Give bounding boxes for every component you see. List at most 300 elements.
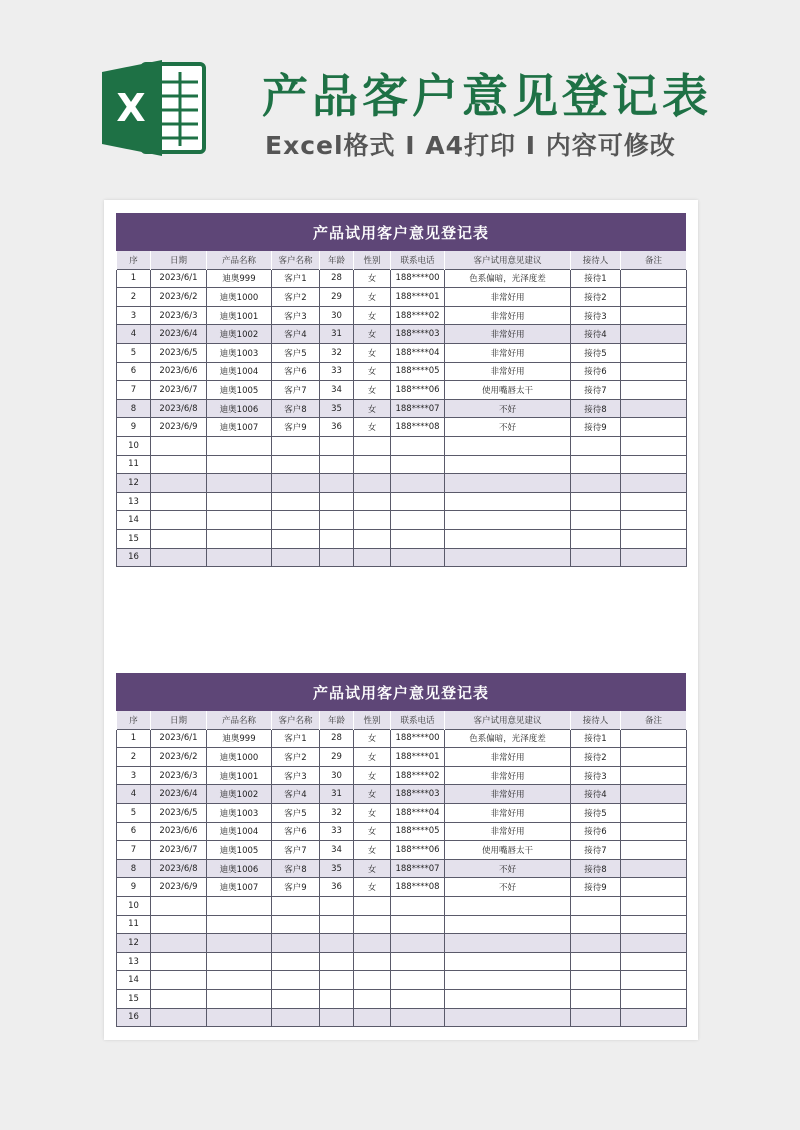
table-cell[interactable] (571, 896, 621, 915)
table-cell[interactable]: 迪奥1000 (207, 288, 272, 307)
table-cell[interactable]: 188****04 (391, 803, 445, 822)
table-cell[interactable] (621, 748, 687, 767)
table-cell[interactable]: 29 (320, 288, 354, 307)
table-cell[interactable]: 不好 (445, 399, 571, 418)
table-cell[interactable]: 客户3 (272, 306, 320, 325)
table-cell[interactable]: 不好 (445, 859, 571, 878)
table-cell[interactable]: 188****06 (391, 841, 445, 860)
table-cell[interactable]: 女 (354, 878, 391, 897)
table-cell[interactable]: 188****00 (391, 729, 445, 748)
table-cell[interactable]: 34 (320, 841, 354, 860)
table-cell[interactable] (621, 841, 687, 860)
table-cell[interactable]: 客户2 (272, 288, 320, 307)
table-cell[interactable]: 非常好用 (445, 822, 571, 841)
table-cell[interactable]: 客户9 (272, 418, 320, 437)
table-cell[interactable] (571, 915, 621, 934)
table-cell[interactable] (391, 436, 445, 455)
table-cell[interactable]: 接待2 (571, 748, 621, 767)
table-cell[interactable]: 11 (117, 915, 151, 934)
table-cell[interactable] (272, 1008, 320, 1027)
table-cell[interactable]: 客户4 (272, 785, 320, 804)
table-cell[interactable]: 4 (117, 325, 151, 344)
table-cell[interactable] (391, 529, 445, 548)
table-cell[interactable] (354, 548, 391, 567)
table-cell[interactable]: 女 (354, 748, 391, 767)
table-cell[interactable] (445, 436, 571, 455)
table-cell[interactable]: 188****04 (391, 343, 445, 362)
table-cell[interactable]: 188****01 (391, 748, 445, 767)
table-cell[interactable]: 非常好用 (445, 325, 571, 344)
table-cell[interactable] (621, 548, 687, 567)
table-cell[interactable]: 2 (117, 748, 151, 767)
table-cell[interactable] (571, 971, 621, 990)
table-cell[interactable]: 33 (320, 822, 354, 841)
table-cell[interactable] (621, 288, 687, 307)
table-cell[interactable]: 30 (320, 766, 354, 785)
table-cell[interactable] (272, 989, 320, 1008)
table-cell[interactable] (621, 896, 687, 915)
table-cell[interactable]: 女 (354, 729, 391, 748)
table-cell[interactable] (391, 989, 445, 1008)
table-cell[interactable] (354, 971, 391, 990)
table-cell[interactable] (151, 1008, 207, 1027)
table-cell[interactable] (354, 436, 391, 455)
table-cell[interactable]: 色系偏暗，光泽度差 (445, 269, 571, 288)
table-cell[interactable]: 接待6 (571, 362, 621, 381)
table-cell[interactable] (207, 436, 272, 455)
table-cell[interactable]: 188****08 (391, 418, 445, 437)
table-cell[interactable] (621, 989, 687, 1008)
table-cell[interactable] (151, 915, 207, 934)
table-cell[interactable] (207, 971, 272, 990)
table-cell[interactable]: 迪奥1001 (207, 766, 272, 785)
table-cell[interactable] (354, 952, 391, 971)
table-cell[interactable] (354, 989, 391, 1008)
table-cell[interactable]: 6 (117, 362, 151, 381)
table-cell[interactable] (445, 455, 571, 474)
table-cell[interactable]: 188****00 (391, 269, 445, 288)
table-cell[interactable] (621, 529, 687, 548)
table-cell[interactable]: 2023/6/1 (151, 269, 207, 288)
table-cell[interactable]: 2023/6/5 (151, 803, 207, 822)
table-cell[interactable] (207, 474, 272, 493)
table-cell[interactable] (272, 915, 320, 934)
table-cell[interactable] (320, 436, 354, 455)
table-cell[interactable] (571, 952, 621, 971)
table-cell[interactable]: 使用嘴唇太干 (445, 381, 571, 400)
table-cell[interactable] (391, 896, 445, 915)
table-cell[interactable] (571, 548, 621, 567)
table-cell[interactable] (207, 915, 272, 934)
table-cell[interactable] (207, 511, 272, 530)
table-cell[interactable] (391, 934, 445, 953)
table-cell[interactable]: 客户9 (272, 878, 320, 897)
table-cell[interactable]: 女 (354, 343, 391, 362)
table-cell[interactable]: 2023/6/6 (151, 822, 207, 841)
table-cell[interactable]: 接待6 (571, 822, 621, 841)
table-cell[interactable] (151, 511, 207, 530)
table-cell[interactable] (151, 455, 207, 474)
table-cell[interactable] (621, 971, 687, 990)
table-cell[interactable]: 36 (320, 418, 354, 437)
table-cell[interactable] (571, 529, 621, 548)
table-cell[interactable]: 女 (354, 766, 391, 785)
table-cell[interactable]: 非常好用 (445, 766, 571, 785)
table-cell[interactable]: 16 (117, 1008, 151, 1027)
table-cell[interactable]: 8 (117, 859, 151, 878)
table-cell[interactable] (621, 915, 687, 934)
table-cell[interactable]: 客户4 (272, 325, 320, 344)
table-cell[interactable]: 迪奥1005 (207, 381, 272, 400)
table-cell[interactable] (621, 729, 687, 748)
table-cell[interactable]: 女 (354, 841, 391, 860)
table-cell[interactable]: 28 (320, 729, 354, 748)
table-cell[interactable] (391, 474, 445, 493)
table-cell[interactable] (151, 436, 207, 455)
table-cell[interactable] (272, 455, 320, 474)
table-cell[interactable] (621, 306, 687, 325)
table-cell[interactable] (445, 548, 571, 567)
table-cell[interactable] (272, 492, 320, 511)
table-cell[interactable]: 188****01 (391, 288, 445, 307)
table-cell[interactable]: 客户1 (272, 729, 320, 748)
table-cell[interactable]: 5 (117, 803, 151, 822)
table-cell[interactable] (354, 511, 391, 530)
table-cell[interactable]: 3 (117, 306, 151, 325)
table-cell[interactable] (621, 399, 687, 418)
table-cell[interactable]: 188****05 (391, 362, 445, 381)
table-cell[interactable]: 非常好用 (445, 785, 571, 804)
table-cell[interactable]: 迪奥1006 (207, 399, 272, 418)
table-cell[interactable]: 2023/6/7 (151, 841, 207, 860)
table-cell[interactable]: 客户1 (272, 269, 320, 288)
table-cell[interactable]: 188****03 (391, 325, 445, 344)
table-cell[interactable]: 8 (117, 399, 151, 418)
table-cell[interactable] (445, 934, 571, 953)
table-cell[interactable]: 女 (354, 399, 391, 418)
table-cell[interactable]: 客户7 (272, 381, 320, 400)
table-cell[interactable]: 迪奥1004 (207, 822, 272, 841)
table-cell[interactable] (151, 952, 207, 971)
table-cell[interactable]: 9 (117, 878, 151, 897)
table-cell[interactable]: 188****08 (391, 878, 445, 897)
table-cell[interactable]: 接待3 (571, 766, 621, 785)
table-cell[interactable] (272, 529, 320, 548)
table-cell[interactable] (320, 474, 354, 493)
table-cell[interactable]: 迪奥1006 (207, 859, 272, 878)
table-cell[interactable] (272, 952, 320, 971)
table-cell[interactable]: 29 (320, 748, 354, 767)
table-cell[interactable]: 接待5 (571, 803, 621, 822)
table-cell[interactable] (445, 474, 571, 493)
table-cell[interactable]: 6 (117, 822, 151, 841)
table-cell[interactable]: 客户5 (272, 343, 320, 362)
table-cell[interactable]: 接待2 (571, 288, 621, 307)
table-cell[interactable]: 188****07 (391, 859, 445, 878)
table-cell[interactable] (445, 952, 571, 971)
table-cell[interactable]: 客户5 (272, 803, 320, 822)
table-cell[interactable]: 35 (320, 859, 354, 878)
table-cell[interactable] (320, 934, 354, 953)
table-cell[interactable]: 188****02 (391, 766, 445, 785)
table-cell[interactable]: 5 (117, 343, 151, 362)
table-cell[interactable] (354, 934, 391, 953)
table-cell[interactable]: 2023/6/1 (151, 729, 207, 748)
table-cell[interactable] (621, 325, 687, 344)
table-cell[interactable]: 接待8 (571, 859, 621, 878)
table-cell[interactable]: 188****02 (391, 306, 445, 325)
table-cell[interactable] (207, 989, 272, 1008)
table-cell[interactable] (621, 878, 687, 897)
table-cell[interactable]: 15 (117, 529, 151, 548)
table-cell[interactable] (445, 971, 571, 990)
table-cell[interactable]: 28 (320, 269, 354, 288)
table-cell[interactable]: 女 (354, 362, 391, 381)
table-cell[interactable]: 女 (354, 306, 391, 325)
table-cell[interactable]: 女 (354, 859, 391, 878)
table-cell[interactable]: 女 (354, 269, 391, 288)
table-cell[interactable]: 女 (354, 822, 391, 841)
table-cell[interactable] (621, 381, 687, 400)
table-cell[interactable]: 迪奥1007 (207, 418, 272, 437)
table-cell[interactable] (391, 492, 445, 511)
table-cell[interactable]: 33 (320, 362, 354, 381)
table-cell[interactable] (621, 952, 687, 971)
table-cell[interactable]: 迪奥1007 (207, 878, 272, 897)
table-cell[interactable]: 31 (320, 325, 354, 344)
table-cell[interactable]: 4 (117, 785, 151, 804)
table-cell[interactable]: 3 (117, 766, 151, 785)
table-cell[interactable] (391, 952, 445, 971)
table-cell[interactable]: 客户6 (272, 822, 320, 841)
table-cell[interactable]: 188****03 (391, 785, 445, 804)
table-cell[interactable]: 2023/6/3 (151, 766, 207, 785)
table-cell[interactable] (621, 822, 687, 841)
table-cell[interactable]: 迪奥1001 (207, 306, 272, 325)
table-cell[interactable]: 非常好用 (445, 343, 571, 362)
table-cell[interactable] (272, 896, 320, 915)
table-cell[interactable]: 16 (117, 548, 151, 567)
table-cell[interactable]: 客户2 (272, 748, 320, 767)
table-cell[interactable]: 女 (354, 803, 391, 822)
table-cell[interactable]: 2023/6/7 (151, 381, 207, 400)
table-cell[interactable] (571, 492, 621, 511)
table-cell[interactable] (621, 455, 687, 474)
table-cell[interactable]: 34 (320, 381, 354, 400)
table-cell[interactable]: 2 (117, 288, 151, 307)
table-cell[interactable] (207, 934, 272, 953)
table-cell[interactable] (621, 492, 687, 511)
table-cell[interactable] (445, 492, 571, 511)
table-cell[interactable]: 女 (354, 418, 391, 437)
table-cell[interactable]: 35 (320, 399, 354, 418)
table-cell[interactable]: 迪奥999 (207, 269, 272, 288)
table-cell[interactable] (354, 529, 391, 548)
table-cell[interactable]: 30 (320, 306, 354, 325)
table-cell[interactable]: 迪奥1000 (207, 748, 272, 767)
table-cell[interactable]: 迪奥1003 (207, 343, 272, 362)
table-cell[interactable]: 11 (117, 455, 151, 474)
table-cell[interactable] (320, 915, 354, 934)
table-cell[interactable]: 2023/6/8 (151, 399, 207, 418)
table-cell[interactable]: 客户8 (272, 399, 320, 418)
table-cell[interactable] (207, 1008, 272, 1027)
table-cell[interactable] (354, 915, 391, 934)
table-cell[interactable] (320, 548, 354, 567)
table-cell[interactable] (272, 511, 320, 530)
table-cell[interactable]: 1 (117, 269, 151, 288)
table-cell[interactable] (445, 511, 571, 530)
table-cell[interactable] (320, 952, 354, 971)
table-cell[interactable] (151, 934, 207, 953)
table-cell[interactable] (207, 455, 272, 474)
table-cell[interactable] (571, 934, 621, 953)
table-cell[interactable] (354, 455, 391, 474)
table-cell[interactable] (571, 455, 621, 474)
table-cell[interactable]: 接待4 (571, 785, 621, 804)
table-cell[interactable] (151, 548, 207, 567)
table-cell[interactable] (445, 915, 571, 934)
table-cell[interactable]: 色系偏暗，光泽度差 (445, 729, 571, 748)
table-cell[interactable]: 非常好用 (445, 748, 571, 767)
table-cell[interactable]: 不好 (445, 418, 571, 437)
table-cell[interactable] (320, 492, 354, 511)
table-cell[interactable] (354, 1008, 391, 1027)
table-cell[interactable]: 非常好用 (445, 362, 571, 381)
table-cell[interactable]: 女 (354, 325, 391, 344)
table-cell[interactable] (571, 511, 621, 530)
table-cell[interactable] (320, 896, 354, 915)
table-cell[interactable] (272, 474, 320, 493)
table-cell[interactable] (621, 766, 687, 785)
table-cell[interactable] (354, 474, 391, 493)
table-cell[interactable]: 13 (117, 952, 151, 971)
table-cell[interactable]: 36 (320, 878, 354, 897)
table-cell[interactable] (151, 474, 207, 493)
table-cell[interactable]: 接待7 (571, 841, 621, 860)
table-cell[interactable]: 女 (354, 785, 391, 804)
table-cell[interactable] (571, 1008, 621, 1027)
table-cell[interactable] (207, 548, 272, 567)
table-cell[interactable]: 客户8 (272, 859, 320, 878)
table-cell[interactable] (571, 989, 621, 1008)
table-cell[interactable]: 女 (354, 288, 391, 307)
table-cell[interactable]: 188****07 (391, 399, 445, 418)
table-cell[interactable]: 32 (320, 343, 354, 362)
table-cell[interactable]: 7 (117, 381, 151, 400)
table-cell[interactable] (621, 436, 687, 455)
table-cell[interactable]: 1 (117, 729, 151, 748)
table-cell[interactable] (621, 785, 687, 804)
table-cell[interactable]: 10 (117, 436, 151, 455)
table-cell[interactable]: 迪奥999 (207, 729, 272, 748)
table-cell[interactable]: 188****06 (391, 381, 445, 400)
table-cell[interactable]: 接待1 (571, 269, 621, 288)
table-cell[interactable]: 7 (117, 841, 151, 860)
table-cell[interactable] (354, 492, 391, 511)
table-cell[interactable] (445, 529, 571, 548)
table-cell[interactable] (391, 1008, 445, 1027)
table-cell[interactable] (207, 952, 272, 971)
table-cell[interactable] (621, 803, 687, 822)
table-cell[interactable]: 2023/6/4 (151, 785, 207, 804)
table-cell[interactable] (621, 859, 687, 878)
table-cell[interactable]: 客户7 (272, 841, 320, 860)
table-cell[interactable]: 迪奥1005 (207, 841, 272, 860)
table-cell[interactable]: 2023/6/9 (151, 878, 207, 897)
table-cell[interactable]: 接待4 (571, 325, 621, 344)
table-cell[interactable] (621, 934, 687, 953)
table-cell[interactable]: 2023/6/2 (151, 748, 207, 767)
table-cell[interactable] (391, 548, 445, 567)
table-cell[interactable] (320, 1008, 354, 1027)
table-cell[interactable] (621, 1008, 687, 1027)
table-cell[interactable]: 2023/6/5 (151, 343, 207, 362)
table-cell[interactable]: 接待7 (571, 381, 621, 400)
table-cell[interactable]: 非常好用 (445, 306, 571, 325)
table-cell[interactable] (621, 418, 687, 437)
table-cell[interactable] (151, 492, 207, 511)
table-cell[interactable]: 迪奥1003 (207, 803, 272, 822)
table-cell[interactable]: 2023/6/4 (151, 325, 207, 344)
table-cell[interactable] (320, 511, 354, 530)
table-cell[interactable]: 12 (117, 934, 151, 953)
table-cell[interactable]: 迪奥1004 (207, 362, 272, 381)
table-cell[interactable] (354, 896, 391, 915)
table-cell[interactable] (445, 896, 571, 915)
table-cell[interactable] (391, 971, 445, 990)
table-cell[interactable] (151, 896, 207, 915)
table-cell[interactable]: 9 (117, 418, 151, 437)
table-cell[interactable]: 12 (117, 474, 151, 493)
table-cell[interactable]: 14 (117, 971, 151, 990)
table-cell[interactable] (207, 896, 272, 915)
table-cell[interactable] (151, 989, 207, 1008)
table-cell[interactable]: 接待1 (571, 729, 621, 748)
table-cell[interactable] (391, 455, 445, 474)
table-cell[interactable]: 2023/6/9 (151, 418, 207, 437)
table-cell[interactable] (272, 934, 320, 953)
table-cell[interactable]: 2023/6/2 (151, 288, 207, 307)
table-cell[interactable]: 迪奥1002 (207, 325, 272, 344)
table-cell[interactable] (445, 1008, 571, 1027)
table-cell[interactable]: 使用嘴唇太干 (445, 841, 571, 860)
table-cell[interactable] (571, 436, 621, 455)
table-cell[interactable] (320, 989, 354, 1008)
table-cell[interactable] (151, 971, 207, 990)
table-cell[interactable] (391, 511, 445, 530)
table-cell[interactable]: 2023/6/6 (151, 362, 207, 381)
table-cell[interactable] (391, 915, 445, 934)
table-cell[interactable] (320, 455, 354, 474)
table-cell[interactable] (207, 492, 272, 511)
table-cell[interactable]: 接待9 (571, 418, 621, 437)
table-cell[interactable] (621, 511, 687, 530)
table-cell[interactable]: 31 (320, 785, 354, 804)
table-cell[interactable]: 迪奥1002 (207, 785, 272, 804)
table-cell[interactable]: 接待9 (571, 878, 621, 897)
table-cell[interactable] (207, 529, 272, 548)
table-cell[interactable] (272, 971, 320, 990)
table-cell[interactable]: 13 (117, 492, 151, 511)
table-cell[interactable] (621, 362, 687, 381)
table-cell[interactable] (621, 269, 687, 288)
table-cell[interactable]: 客户6 (272, 362, 320, 381)
table-cell[interactable] (272, 436, 320, 455)
table-cell[interactable]: 不好 (445, 878, 571, 897)
table-cell[interactable] (320, 529, 354, 548)
table-cell[interactable]: 非常好用 (445, 803, 571, 822)
